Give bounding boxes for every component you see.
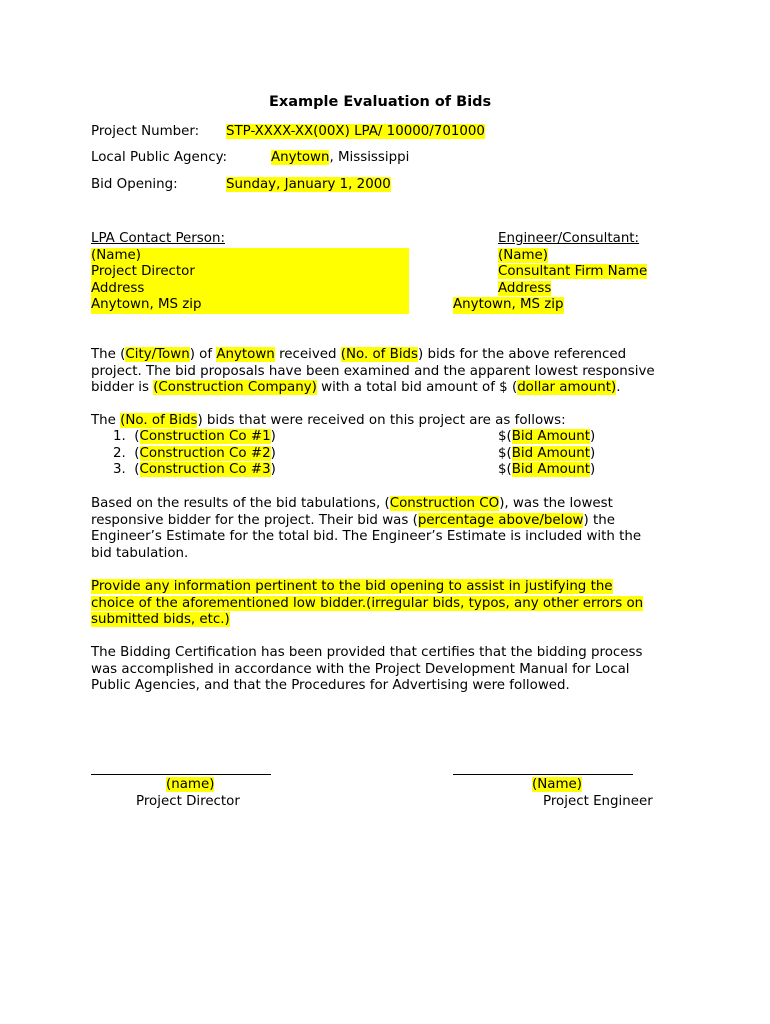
signature-right-name: (Name) [532, 777, 582, 792]
engineer-address: Address [498, 280, 552, 296]
signature-line-right [453, 774, 633, 775]
lpa-contact-name: (Name) [91, 248, 409, 265]
paragraph-certification: The Bidding Certification has been provided that certifies that the bidding process was accomplished in accordance with the Project Development Manual for Local Public Agencies, and that the Procedures for Advertising were followed. [91, 645, 643, 694]
engineer-name: (Name) [498, 247, 548, 263]
list-item: 2. (Construction Co #2) [113, 445, 276, 461]
bid-opening-label: Bid Opening: [91, 177, 178, 192]
engineer-block [498, 231, 647, 297]
bid-amount: $(Bid Amount) [498, 462, 596, 477]
project-number-label: Project Number: [91, 124, 200, 139]
list-item: 1. (Construction Co #1) [113, 429, 276, 444]
lpa-contact-block [91, 231, 409, 314]
engineer-heading: Engineer/Consultant: [498, 231, 640, 246]
project-number-value: STP-XXXX-XX(00X) LPA/ 10000/701000 [226, 124, 485, 139]
bid-amount: $(Bid Amount) [498, 429, 596, 444]
bid-amount: $(Bid Amount) [498, 445, 596, 461]
signature-right-role: Project Engineer [543, 794, 653, 809]
lpa-contact-city: Anytown, MS zip [91, 297, 409, 314]
lpa-label: Local Public Agency: [91, 150, 228, 165]
engineer-city: Anytown, MS zip [453, 297, 564, 312]
signature-line-left [91, 774, 271, 775]
lpa-value: Anytown, Mississippi [271, 150, 410, 165]
paragraph-pertinent-info: Provide any information pertinent to the bid opening to assist in justifying the choice of the aforementioned low bidder.(irregular bids, typos, any other errors on submitted bids, etc.) [91, 579, 644, 628]
page-title: Example Evaluation of Bids [269, 94, 492, 110]
lpa-contact-heading: LPA Contact Person: [91, 231, 225, 246]
lpa-contact-address: Address [91, 281, 409, 298]
bid-list [113, 429, 276, 479]
engineer-firm: Consultant Firm Name [498, 264, 648, 279]
bid-opening-value: Sunday, January 1, 2000 [226, 177, 391, 192]
paragraph-bids-received: The (No. of Bids) bids that were received on this project are as follows: [91, 413, 566, 428]
signature-left-name: (name) [166, 777, 215, 792]
list-item: 3. (Construction Co #3) [113, 462, 276, 477]
signature-left-role: Project Director [136, 794, 240, 809]
paragraph-bid-summary: The (City/Town) of Anytown received (No. of Bids) bids for the above referenced project. The bid proposals have been examined and the apparent lowest responsive bidder is (Construction Company) with a total bid amount of $ (dollar amount). [91, 347, 655, 396]
lpa-contact-title: Project Director [91, 264, 409, 281]
bid-amount-list [498, 429, 595, 479]
paragraph-lowest-bidder: Based on the results of the bid tabulations, (Construction CO), was the lowest responsive bidder for the project. Their bid was (percentage above/below) the Engineer’s Estimate for the total bid. The Engineer’s Estimate is included with the bid tabulation. [91, 496, 642, 561]
